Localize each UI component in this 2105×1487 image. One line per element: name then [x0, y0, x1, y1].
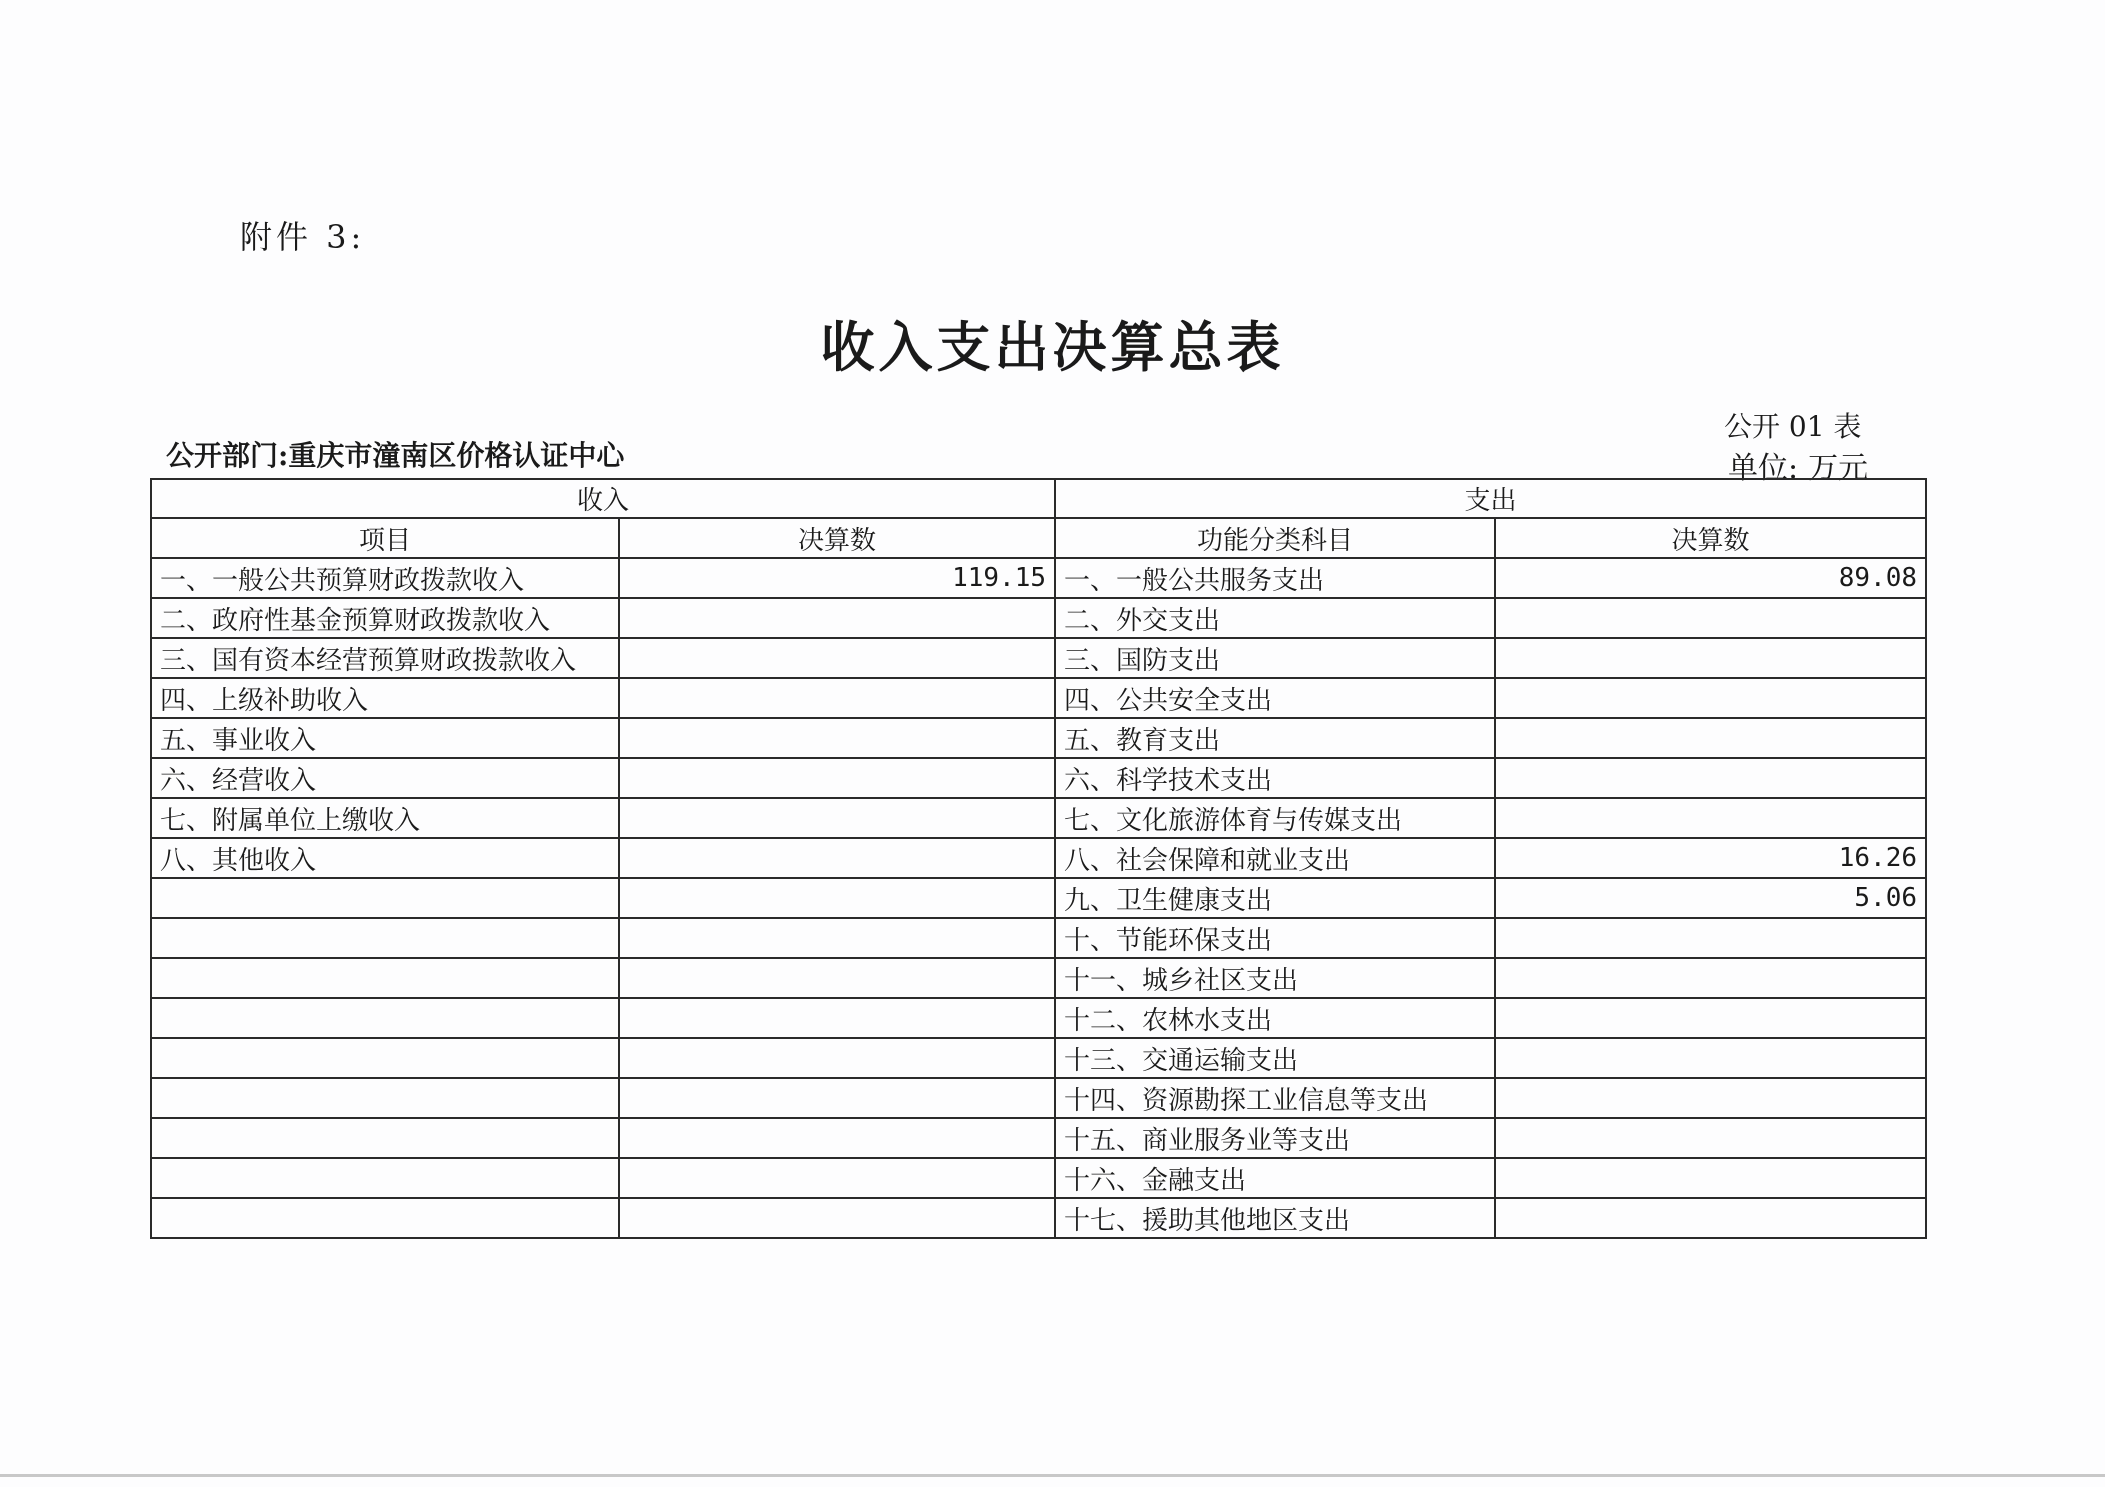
table-row: [151, 718, 1926, 758]
expense-value-cell: [1495, 918, 1926, 958]
table-row: [151, 1158, 1926, 1198]
table-row: [151, 1118, 1926, 1158]
expense-value-cell: [1495, 1198, 1926, 1238]
attachment-label: 附件 3:: [240, 218, 366, 256]
expense-item-cell: 十二、农林水支出: [1055, 998, 1495, 1038]
table-row: [151, 678, 1926, 718]
table-row: [151, 1038, 1926, 1078]
expense-item-cell: 十五、商业服务业等支出: [1055, 1118, 1495, 1158]
table-row: [151, 998, 1926, 1038]
income-value-cell: [619, 638, 1055, 678]
expense-value-cell: [1495, 598, 1926, 638]
income-value-cell: [619, 1078, 1055, 1118]
income-value-cell: [619, 1198, 1055, 1238]
expense-group-header: 支出: [1055, 479, 1926, 518]
income-item-cell: [151, 958, 619, 998]
expense-value-cell: [1495, 638, 1926, 678]
income-value-cell: [619, 998, 1055, 1038]
table-row: [151, 758, 1926, 798]
table-row: [151, 1078, 1926, 1118]
scan-edge-line: [0, 1474, 2105, 1477]
income-item-cell: [151, 1198, 619, 1238]
unit-value: 万元: [1808, 451, 1869, 486]
income-value-cell: [619, 758, 1055, 798]
income-value-cell: [619, 918, 1055, 958]
expense-value-cell: [1495, 1158, 1926, 1198]
expense-item-cell: 九、卫生健康支出: [1055, 878, 1495, 918]
expense-item-cell: 八、社会保障和就业支出: [1055, 838, 1495, 878]
group-header-row: [151, 479, 1926, 518]
income-item-header: 项目: [151, 518, 619, 558]
table-row: [151, 1198, 1926, 1238]
table-row: [151, 798, 1926, 838]
income-item-cell: 八、其他收入: [151, 838, 619, 878]
expense-item-cell: 十四、资源勘探工业信息等支出: [1055, 1078, 1495, 1118]
income-value-cell: [619, 678, 1055, 718]
income-item-cell: 六、经营收入: [151, 758, 619, 798]
expense-value-cell: [1495, 718, 1926, 758]
table-row: [151, 598, 1926, 638]
expense-item-cell: 三、国防支出: [1055, 638, 1495, 678]
expense-value-cell: 5.06: [1495, 878, 1926, 918]
expense-value-cell: 89.08: [1495, 558, 1926, 598]
expense-value-cell: [1495, 1078, 1926, 1118]
income-item-cell: 二、政府性基金预算财政拨款收入: [151, 598, 619, 638]
expense-value-cell: [1495, 958, 1926, 998]
expense-value-cell: [1495, 798, 1926, 838]
table-row: [151, 638, 1926, 678]
expense-item-cell: 十七、援助其他地区支出: [1055, 1198, 1495, 1238]
department-label: 公开部门:: [166, 439, 289, 472]
income-group-header: 收入: [151, 479, 1055, 518]
column-header-row: [151, 518, 1926, 558]
income-item-cell: 一、一般公共预算财政拨款收入: [151, 558, 619, 598]
expense-value-cell: [1495, 998, 1926, 1038]
expense-item-cell: 一、一般公共服务支出: [1055, 558, 1495, 598]
income-item-cell: [151, 918, 619, 958]
income-value-cell: [619, 958, 1055, 998]
income-item-cell: 三、国有资本经营预算财政拨款收入: [151, 638, 619, 678]
department-value: 重庆市潼南区价格认证中心: [288, 439, 625, 472]
income-value-cell: [619, 1038, 1055, 1078]
income-item-cell: [151, 1118, 619, 1158]
income-value-cell: 119.15: [619, 558, 1055, 598]
table-row: [151, 878, 1926, 918]
page-title: 收入支出决算总表: [820, 315, 1285, 379]
income-item-cell: 四、上级补助收入: [151, 678, 619, 718]
table-row: [151, 838, 1926, 878]
expense-item-cell: 十三、交通运输支出: [1055, 1038, 1495, 1078]
table-row: [151, 558, 1926, 598]
income-item-cell: [151, 1158, 619, 1198]
expense-item-cell: 五、教育支出: [1055, 718, 1495, 758]
expense-item-cell: 六、科学技术支出: [1055, 758, 1495, 798]
expense-item-cell: 十六、金融支出: [1055, 1158, 1495, 1198]
income-item-cell: [151, 998, 619, 1038]
income-item-cell: 五、事业收入: [151, 718, 619, 758]
expense-value-cell: [1495, 1118, 1926, 1158]
expense-item-cell: 七、文化旅游体育与传媒支出: [1055, 798, 1495, 838]
table-row: [151, 918, 1926, 958]
income-value-cell: [619, 878, 1055, 918]
table-number: 公开 01 表: [1724, 410, 1862, 443]
expense-value-cell: [1495, 1038, 1926, 1078]
income-item-cell: [151, 1078, 619, 1118]
income-value-cell: [619, 798, 1055, 838]
income-value-cell: [619, 1158, 1055, 1198]
table-body: [151, 558, 1926, 1238]
income-item-cell: 七、附属单位上缴收入: [151, 798, 619, 838]
expense-value-cell: [1495, 758, 1926, 798]
income-value-cell: [619, 1118, 1055, 1158]
expense-value-header: 决算数: [1495, 518, 1926, 558]
income-expense-table: [150, 478, 1927, 1239]
income-value-cell: [619, 718, 1055, 758]
expense-value-cell: [1495, 678, 1926, 718]
expense-item-cell: 十、节能环保支出: [1055, 918, 1495, 958]
income-value-cell: [619, 838, 1055, 878]
income-item-cell: [151, 1038, 619, 1078]
unit-label: 单位:: [1728, 451, 1799, 486]
expense-value-cell: 16.26: [1495, 838, 1926, 878]
expense-item-header: 功能分类科目: [1055, 518, 1495, 558]
table-row: [151, 958, 1926, 998]
expense-item-cell: 二、外交支出: [1055, 598, 1495, 638]
income-item-cell: [151, 878, 619, 918]
income-value-cell: [619, 598, 1055, 638]
expense-item-cell: 四、公共安全支出: [1055, 678, 1495, 718]
department-line: [166, 434, 624, 474]
expense-item-cell: 十一、城乡社区支出: [1055, 958, 1495, 998]
income-value-header: 决算数: [619, 518, 1055, 558]
